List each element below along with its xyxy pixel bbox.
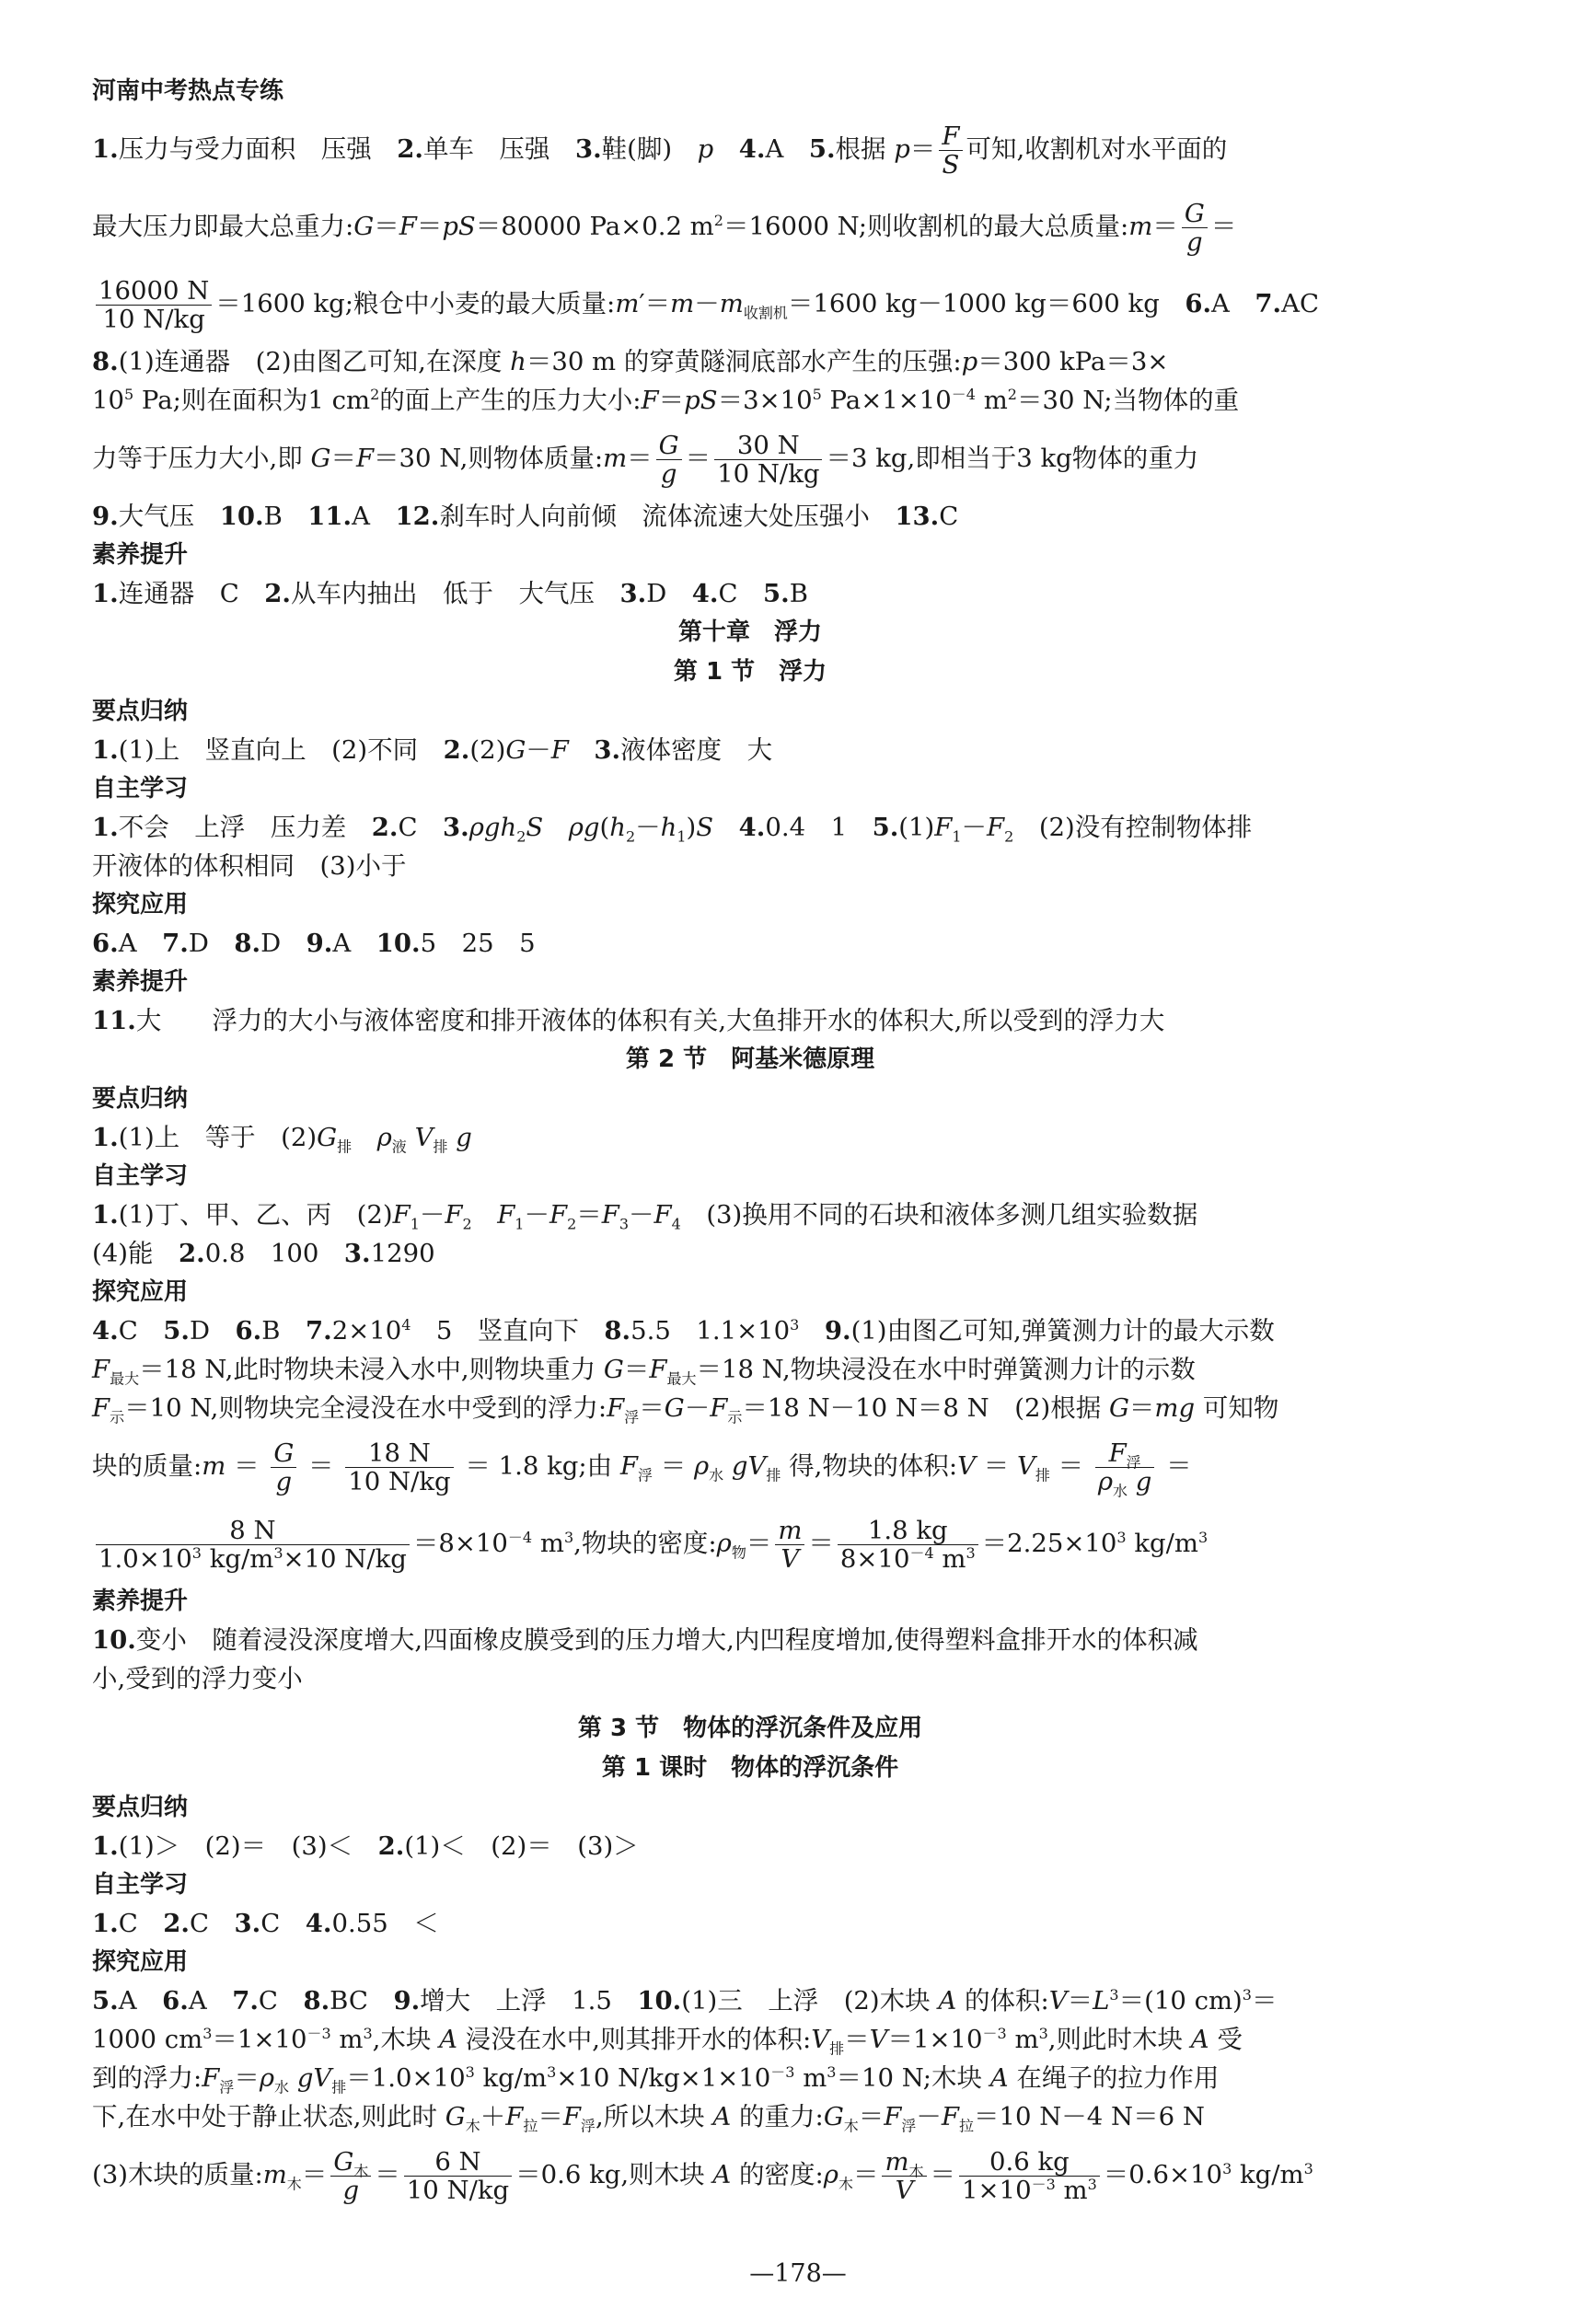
fraction: $\frac{30 N}{10 N/kg}$ [714, 432, 822, 488]
heading-suyang: 素养提升 [92, 541, 189, 569]
answer-line: $\frac{8 N}{1.0\times 10^3 kg/m^3\times 10 N/kg}$ $=8\times 10^{-4}$ $m^3$,物块的密度$:\rho_物=$ $\frac{m}{V}$ ＝ $\frac{1.8 kg}{8\times 10^{-4} m^3}$ $=2.25\times 10^3$ $kg/m^3$ [92, 1505, 1408, 1582]
answer-line: 最大压力即最大总重力:G＝F＝pS＝80000 Pa×0.2 $m^2=16000$ N;则收割机的最大总质量:m＝ $\frac{G}{g}$ ＝ [92, 199, 1237, 257]
fraction: $\frac{18 N}{10 N/kg}$ [345, 1439, 453, 1496]
answer-line: 8.(1)连通器 (2)由图乙可知,在深度 h＝30 m 的穿黄隧洞底部水产生的压强:p＝300 kPa＝3× [92, 347, 1169, 376]
fraction: $\frac{8 N}{1.0\times 10^3 kg/m^3\times 10 N/kg}$ [96, 1517, 410, 1573]
fraction: $\frac{G}{g}$ [656, 432, 682, 488]
answer-line: 9.大气压 10.B 11.A 12.刹车时人向前倾 流体流速大处压强小 13.C [92, 502, 959, 531]
chapter-title: 第十章 浮力 [677, 618, 822, 646]
section-heading: 第 2 节 阿基米德原理 [625, 1045, 875, 1073]
answer-column [92, 72, 1408, 2213]
fraction: $\frac{G_木}{g}$ [330, 2148, 371, 2204]
answer-line: 6.A 7.D 8.D 9.A 10.5 25 5 [92, 929, 536, 958]
heading-zizhu: 自主学习 [92, 1162, 189, 1190]
answer-line: 4.C 5.D 6.B $7.2\times 10^4$ 5 竖直向下 8.5.5 $1.1\times 10^3$ 9.(1)由图乙可知,弹簧测力计的最大示数 [92, 1315, 1275, 1346]
answer-line: 1.(1)＞ (2)＝ (3)＜ 2.(1)＜ (2)＝ (3)＞ [92, 1831, 639, 1861]
fraction: $\frac{G}{g}$ [1182, 200, 1208, 256]
heading-tanjiu: 探究应用 [92, 1948, 189, 1976]
lesson-heading: 第 1 课时 物体的浮沉条件 [601, 1754, 899, 1782]
answer-line: 11.大 浮力的大小与液体密度和排开液体的体积有关,大鱼排开水的体积大,所以受到的浮力大 [92, 1006, 1165, 1035]
heading-zizhu: 自主学习 [92, 1871, 189, 1899]
heading-suyang: 素养提升 [92, 1588, 189, 1615]
answer-line: 小,受到的浮力变小 [92, 1664, 303, 1693]
fraction: $\frac{0.6 kg}{1\times 10^{-3} m^3}$ [959, 2148, 1100, 2204]
answer-line: 开液体的体积相同 (3)小于 [92, 851, 407, 881]
answer-line: (3)木块的质量$:m_木=$ $\frac{G_木}{g}$ ＝ $\frac{6 N}{10 N/kg}$ ＝0.6 kg,则木块 A 的密度$:\rho_木=$ $\frac{m_木}{V}$ ＝ $\frac{0.6 kg}{1\times 10^{-3} m^3}$ $=0.6\times 10^3$ $kg/m^3$ [92, 2147, 1313, 2205]
section-title: 河南中考热点专练 [92, 77, 284, 105]
fraction: $\frac{1.8 kg}{8\times 10^{-4} m^3}$ [838, 1517, 978, 1573]
answer-line: $10^5$ Pa;则在面积为1 $cm^2$的面上产生的压力大小$:F=pS=3\times 10^5$ $Pa\times 1\times 10^{-4}$ $m^2=30$ N;当物体的重 [92, 385, 1240, 415]
fraction: $\frac{F}{S}$ [939, 122, 962, 179]
heading-suyang: 素养提升 [92, 968, 189, 996]
fraction: $\frac{m}{V}$ [775, 1517, 804, 1573]
heading-yaodian: 要点归纳 [92, 1794, 189, 1821]
answer-line: 力等于压力大小,即 G＝F＝30 N,则物体质量:m＝ $\frac{G}{g}$ ＝ $\frac{30 N}{10 N/kg}$ ＝3 kg,即相当于3 kg物体的重力 [92, 431, 1199, 489]
answer-line: 下,在水中处于静止状态,则此时 $G_木+F_拉=F_浮$,所以木块 A 的重力$:G_木=F_浮-F_拉=10$ N－4 N＝6 N [92, 2102, 1205, 2135]
answer-line: 到的浮力$:F_浮=\rho_水$ $gV_排=1.0\times 10^3$ $kg/m^3\times 10$ $N/kg\times 1\times 10^{-3}$ $m^3=10$ N;木块 A 在绳子的拉力作用 [92, 2062, 1220, 2096]
heading-tanjiu: 探究应用 [92, 1278, 189, 1306]
answer-line: $F_{最大}=18$ N,此时物块未浸入水中,则物块重力 $G=F_{最大}=18$ N,物块浸没在水中时弹簧测力计的示数 [92, 1355, 1196, 1388]
section-heading: 第 3 节 物体的浮沉条件及应用 [577, 1715, 923, 1742]
fraction: $\frac{6 N}{10 N/kg}$ [404, 2148, 512, 2204]
fraction: $\frac{m_木}{V}$ [882, 2148, 926, 2204]
answer-line: 1.C 2.C 3.C 4.0.55 ＜ [92, 1909, 439, 1938]
answer-line: 块的质量:m ＝ $\frac{G}{g}$ ＝ $\frac{18 N}{10 N/kg}$ ＝ 1.8 kg;由 $F_浮 = \rho_水$ $gV_排$ 得,物块的体积:V ＝ $V_排$ ＝ $\frac{F_浮}{\rho_水 g}$ ＝ [92, 1438, 1192, 1500]
answer-line: 1000 $cm^3=1\times 10^{-3}$ $m^3$,木块 A 浸没在水中,则其排开水的体积$:V_排=V=1\times 10^{-3}$ $m^3$,则此时木块 A 受 [92, 2024, 1243, 2058]
heading-tanjiu: 探究应用 [92, 891, 189, 918]
answer-line: 1.(1)上 竖直向上 (2)不同 2.(2)G－F 3.液体密度 大 [92, 735, 773, 765]
page-number: —178— [749, 2259, 847, 2288]
answer-line: 1.不会 上浮 压力差 2.C 3.ρgh$_2$S $\rho g(h_2-h_1)S$ 4.0.4 1 $5.(1)F_1-F_2$ (2)没有控制物体排 [92, 813, 1253, 846]
heading-yaodian: 要点归纳 [92, 698, 189, 725]
answer-line: 1.(1)上 等于 $(2)G_排$ $\rho_液$ $V_排$ g [92, 1123, 472, 1156]
fraction: $\frac{G}{g}$ [271, 1439, 296, 1496]
fraction: $\frac{16000 N}{10 N/kg}$ [96, 277, 212, 333]
answer-line: 1.连通器 C 2.从车内抽出 低于 大气压 3.D 4.C 5.B [92, 579, 808, 608]
fraction: $\frac{F_浮}{\rho_水 g}$ [1095, 1439, 1155, 1496]
answer-line: $F_示=10$ N,则物块完全浸没在水中受到的浮力$:F_浮=G-F_示=18$ N－10 N＝8 N (2)根据 G＝mg 可知物 [92, 1393, 1279, 1426]
answer-line: (4)能 2.0.8 100 3.1290 [92, 1239, 435, 1268]
answer-line: 1.(1)丁、甲、乙、丙 $(2)F_1-F_2$ $F_1-F_2=F_3-F_4$ (3)换用不同的石块和液体多测几组实验数据 [92, 1200, 1198, 1233]
answer-line: 5.A 6.A 7.C 8.BC 9.增大 上浮 1.5 10.(1)三 上浮 (2)木块 A 的体积$:V=L^3=(10$ cm)$^3$＝ [92, 1985, 1278, 2015]
answer-line: 10.变小 随着浸没深度增大,四面橡皮膜受到的压力增大,内凹程度增加,使得塑料盒排开水的体积减 [92, 1625, 1198, 1655]
section-heading: 第 1 节 浮力 [673, 658, 827, 686]
heading-zizhu: 自主学习 [92, 775, 189, 803]
heading-yaodian: 要点归纳 [92, 1085, 189, 1113]
answer-line: $\frac{16000 N}{10 N/kg}$ ＝1600 kg;粮仓中小麦的最大质量$:m'=m-m_{收割机}=1600$ kg－1000 kg＝600 kg 6.A 7.AC [92, 265, 1408, 342]
answer-line: 1.压力与受力面积 压强 2.单车 压强 3.鞋(脚) p 4.A 5.根据 p＝ $\frac{F}{S}$ 可知,收割机对水平面的 [92, 121, 1228, 179]
